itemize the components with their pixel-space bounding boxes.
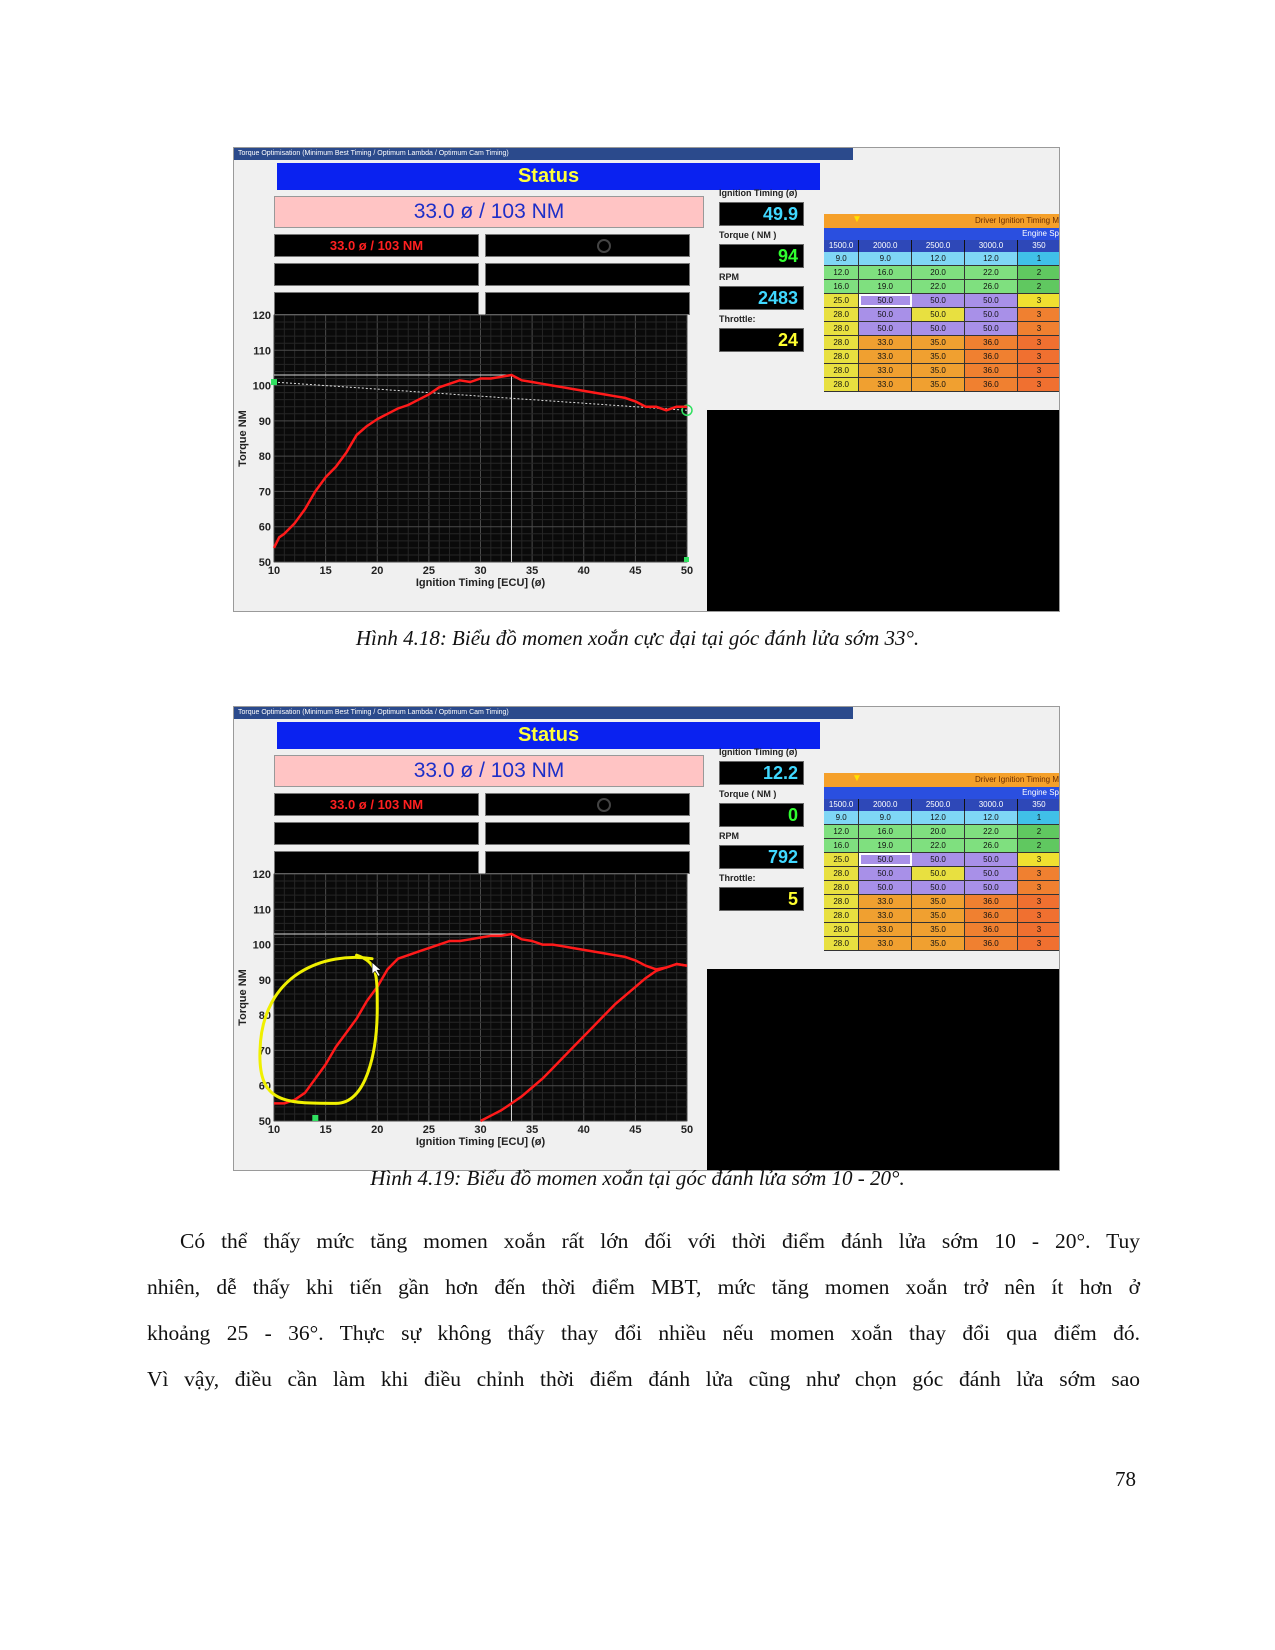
y-tick-label: 50 <box>258 1116 271 1128</box>
x-tick-label: 25 <box>422 565 435 577</box>
table-cell[interactable]: 36.0 <box>965 378 1018 391</box>
table-cell[interactable]: 50.0 <box>859 322 912 335</box>
torque-chart <box>234 707 707 1171</box>
table-cell[interactable]: 35.0 <box>912 909 965 922</box>
table-cell[interactable]: 22.0 <box>965 266 1018 279</box>
table-header-cell: 2500.0 <box>912 799 965 811</box>
table-cell[interactable]: 28.0 <box>824 364 859 377</box>
table-row <box>824 322 1060 336</box>
throttle-label: Throttle: <box>719 314 756 324</box>
y-tick-label: 90 <box>258 974 271 987</box>
y-tick-label: 50 <box>258 557 271 569</box>
table-cell[interactable]: 12.0 <box>912 811 965 824</box>
table-header <box>824 799 1060 811</box>
table-cell[interactable]: 2 <box>1018 839 1060 852</box>
y-tick-label: 120 <box>252 869 271 881</box>
table-cell[interactable]: 25.0 <box>824 294 859 307</box>
table-row <box>824 336 1060 350</box>
table-header-cell: 2500.0 <box>912 240 965 252</box>
marker-icon: ▼ <box>852 773 862 784</box>
table-header-cell: 2000.0 <box>859 799 912 811</box>
table-cell[interactable]: 50.0 <box>965 294 1018 307</box>
table-cell[interactable]: 16.0 <box>824 280 859 293</box>
x-tick-label: 50 <box>680 1124 694 1136</box>
x-tick-label: 45 <box>629 565 642 577</box>
table-cell[interactable]: 33.0 <box>859 364 912 377</box>
table-row <box>824 909 1060 923</box>
table-row <box>824 825 1060 839</box>
x-tick-label: 35 <box>526 1124 539 1136</box>
table-cell[interactable]: 28.0 <box>824 895 859 908</box>
table-cell[interactable]: 50.0 <box>859 867 912 880</box>
throttle-label: Throttle: <box>719 873 756 883</box>
table-cell[interactable]: 9.0 <box>859 252 912 265</box>
ignition-map-table <box>824 773 1060 951</box>
blank-video-pane <box>707 410 1060 612</box>
table-cell[interactable]: 36.0 <box>965 937 1018 950</box>
table-row <box>824 252 1060 266</box>
y-tick-label: 110 <box>253 904 271 917</box>
summary-readout: 33.0 ø / 103 NM <box>274 196 704 228</box>
table-cell[interactable]: 28.0 <box>824 308 859 321</box>
table-cell[interactable]: 3 <box>1018 308 1060 321</box>
table-cell[interactable]: 36.0 <box>965 336 1018 349</box>
table-row <box>824 881 1060 895</box>
x-tick-label: 25 <box>422 1124 435 1136</box>
table-cell[interactable]: 28.0 <box>824 867 859 880</box>
table-cell[interactable]: 33.0 <box>859 378 912 391</box>
table-cell[interactable]: 50.0 <box>859 853 912 866</box>
table-cell[interactable]: 12.0 <box>965 252 1018 265</box>
table-cell[interactable]: 28.0 <box>824 378 859 391</box>
rpm-label: RPM <box>719 831 739 841</box>
figure-2-screenshot <box>233 706 1060 1171</box>
table-cell[interactable]: 36.0 <box>965 364 1018 377</box>
table-cell[interactable]: 36.0 <box>965 350 1018 363</box>
table-cell[interactable]: 3 <box>1018 923 1060 936</box>
table-row <box>824 811 1060 825</box>
table-cell[interactable]: 22.0 <box>912 839 965 852</box>
body-paragraph-line: nhiên, dễ thấy khi tiến gần hơn đến thời điểm MBT, mức tăng momen xoắn trở nên ít hơn ở <box>147 1275 1140 1299</box>
cursor-marker <box>684 557 689 562</box>
figure-caption: Hình 4.18: Biểu đồ momen xoắn cực đại tại góc đánh lửa sớm 33°. <box>355 626 920 650</box>
table-cell[interactable]: 3 <box>1018 895 1060 908</box>
table-header-cell: 1500.0 <box>824 240 859 252</box>
table-cell[interactable]: 50.0 <box>965 322 1018 335</box>
x-tick-label: 40 <box>577 1124 590 1136</box>
table-row <box>824 853 1060 867</box>
table-cell[interactable]: 1 <box>1018 811 1060 824</box>
table-cell[interactable]: 50.0 <box>859 294 912 307</box>
table-cell[interactable]: 50.0 <box>965 308 1018 321</box>
table-cell[interactable]: 19.0 <box>859 280 912 293</box>
table-cell[interactable]: 33.0 <box>859 336 912 349</box>
y-tick-label: 70 <box>258 1045 271 1058</box>
table-cell[interactable]: 50.0 <box>912 322 965 335</box>
table-cell[interactable]: 3 <box>1018 336 1060 349</box>
table-cell[interactable]: 20.0 <box>912 825 965 838</box>
table-cell[interactable]: 28.0 <box>824 336 859 349</box>
table-cell[interactable]: 35.0 <box>912 923 965 936</box>
x-tick-label: 10 <box>267 1124 281 1136</box>
table-header-cell: 3000.0 <box>965 240 1018 252</box>
x-tick-label: 30 <box>474 1124 487 1136</box>
table-subtitle: Engine Sp <box>824 787 1060 799</box>
body-paragraph-line: Có thể thấy mức tăng momen xoắn rất lớn đối với thời điểm đánh lửa sớm 10 - 20°. Tuy <box>180 1229 1140 1253</box>
sub-status-box: 33.0 ø / 103 NM <box>274 234 479 257</box>
table-row <box>824 308 1060 322</box>
x-tick-label: 30 <box>474 565 487 577</box>
window-titlebar: Torque Optimisation (Minimum Best Timing / Optimum Lambda / Optimum Cam Timing) <box>234 707 853 719</box>
torque-label: Torque ( NM ) <box>719 230 777 240</box>
table-cell[interactable]: 35.0 <box>912 937 965 950</box>
table-cell[interactable]: 50.0 <box>912 881 965 894</box>
x-tick-label: 35 <box>526 565 539 577</box>
status-banner: Status <box>277 163 820 190</box>
table-row <box>824 923 1060 937</box>
x-tick-label: 20 <box>371 565 384 577</box>
y-tick-label: 100 <box>252 939 271 952</box>
y-tick-label: 60 <box>258 521 271 534</box>
table-cell[interactable]: 35.0 <box>912 895 965 908</box>
table-cell[interactable]: 33.0 <box>859 909 912 922</box>
table-cell[interactable]: 3 <box>1018 322 1060 335</box>
x-tick-label: 45 <box>629 1124 642 1136</box>
x-axis-label: Ignition Timing [ECU] (ø) <box>415 1136 546 1148</box>
table-cell[interactable]: 28.0 <box>824 937 859 950</box>
table-cell[interactable]: 36.0 <box>965 895 1018 908</box>
table-cell[interactable]: 33.0 <box>859 937 912 950</box>
body-paragraph-line: Vì vậy, điều cần làm khi điều chỉnh thời điểm đánh lửa cũng như chọn góc đánh lửa sớm sao <box>147 1367 1140 1391</box>
ignition-timing-label: Ignition Timing (ø) <box>719 747 798 757</box>
y-tick-label: 120 <box>252 310 271 322</box>
table-row <box>824 364 1060 378</box>
table-cell[interactable]: 3 <box>1018 867 1060 880</box>
x-tick-label: 40 <box>577 565 590 577</box>
table-cell[interactable]: 28.0 <box>824 909 859 922</box>
table-header-cell: 350 <box>1018 799 1060 811</box>
table-cell[interactable]: 50.0 <box>912 308 965 321</box>
table-cell[interactable]: 3 <box>1018 881 1060 894</box>
sub-status-box: 33.0 ø / 103 NM <box>274 793 479 816</box>
table-cell[interactable]: 1 <box>1018 252 1060 265</box>
table-cell[interactable]: 16.0 <box>859 825 912 838</box>
table-cell[interactable]: 50.0 <box>912 853 965 866</box>
table-cell[interactable]: 3 <box>1018 853 1060 866</box>
start-marker <box>271 379 277 385</box>
table-cell[interactable]: 9.0 <box>859 811 912 824</box>
table-cell[interactable]: 22.0 <box>965 825 1018 838</box>
blank-video-pane <box>707 969 1060 1171</box>
table-cell[interactable]: 36.0 <box>965 923 1018 936</box>
table-cell[interactable]: 50.0 <box>859 308 912 321</box>
table-header-cell: 2000.0 <box>859 240 912 252</box>
table-cell[interactable]: 16.0 <box>859 266 912 279</box>
status-banner: Status <box>277 722 820 749</box>
table-header <box>824 240 1060 252</box>
torque-value: 0 <box>719 803 804 827</box>
x-axis-label: Ignition Timing [ECU] (ø) <box>415 577 546 589</box>
y-axis-label: Torque NM <box>237 410 249 467</box>
table-cell[interactable]: 12.0 <box>965 811 1018 824</box>
table-cell[interactable]: 28.0 <box>824 350 859 363</box>
table-row <box>824 378 1060 392</box>
y-tick-label: 80 <box>258 451 271 464</box>
table-title: Driver Ignition Timing M ▼ <box>824 214 1060 228</box>
table-row <box>824 266 1060 280</box>
table-cell[interactable]: 16.0 <box>824 839 859 852</box>
ignition-timing-label: Ignition Timing (ø) <box>719 188 798 198</box>
x-tick-label: 15 <box>319 1124 332 1136</box>
table-cell[interactable]: 33.0 <box>859 923 912 936</box>
page-number: 78 <box>1115 1467 1136 1491</box>
y-tick-label: 80 <box>258 1010 271 1023</box>
table-cell[interactable]: 50.0 <box>965 881 1018 894</box>
torque-value: 94 <box>719 244 804 268</box>
table-cell[interactable]: 33.0 <box>859 350 912 363</box>
body-paragraph-line: khoảng 25 - 36°. Thực sự không thấy thay đổi nhiều nếu momen xoắn thay đổi qua điểm đó. <box>147 1321 1140 1345</box>
table-row <box>824 839 1060 853</box>
table-cell[interactable]: 35.0 <box>912 350 965 363</box>
table-title: Driver Ignition Timing M ▼ <box>824 773 1060 787</box>
table-row <box>824 350 1060 364</box>
rpm-value: 792 <box>719 845 804 869</box>
table-cell[interactable]: 3 <box>1018 378 1060 391</box>
table-cell[interactable]: 33.0 <box>859 895 912 908</box>
table-cell[interactable]: 50.0 <box>859 881 912 894</box>
table-cell[interactable]: 50.0 <box>912 867 965 880</box>
table-cell[interactable]: 12.0 <box>824 266 859 279</box>
table-cell[interactable]: 50.0 <box>965 867 1018 880</box>
y-tick-label: 70 <box>258 486 271 499</box>
table-cell[interactable]: 3 <box>1018 909 1060 922</box>
table-cell[interactable]: 28.0 <box>824 881 859 894</box>
table-cell[interactable]: 3 <box>1018 364 1060 377</box>
y-tick-label: 110 <box>253 345 271 358</box>
y-tick-label: 100 <box>252 380 271 393</box>
table-cell[interactable]: 9.0 <box>824 811 859 824</box>
table-cell[interactable]: 12.0 <box>824 825 859 838</box>
table-cell[interactable]: 3 <box>1018 294 1060 307</box>
table-cell[interactable]: 9.0 <box>824 252 859 265</box>
table-row <box>824 294 1060 308</box>
x-tick-label: 20 <box>371 1124 384 1136</box>
cursor-marker <box>312 1115 318 1121</box>
table-row <box>824 280 1060 294</box>
x-tick-label: 15 <box>319 565 332 577</box>
table-cell[interactable]: 26.0 <box>965 280 1018 293</box>
table-cell[interactable]: 20.0 <box>912 266 965 279</box>
y-axis-label: Torque NM <box>237 969 249 1026</box>
table-cell[interactable]: 35.0 <box>912 378 965 391</box>
table-cell[interactable]: 50.0 <box>912 294 965 307</box>
table-cell[interactable]: 26.0 <box>965 839 1018 852</box>
table-cell[interactable]: 50.0 <box>965 853 1018 866</box>
torque-chart <box>234 148 707 612</box>
table-cell[interactable]: 22.0 <box>912 280 965 293</box>
table-cell[interactable]: 36.0 <box>965 909 1018 922</box>
figure-caption: Hình 4.19: Biểu đồ momen xoắn tại góc đánh lửa sớm 10 - 20°. <box>370 1166 905 1190</box>
figure-1-screenshot <box>233 147 1060 612</box>
ignition-timing-value: 49.9 <box>719 202 804 226</box>
table-row <box>824 895 1060 909</box>
ignition-map-table <box>824 214 1060 392</box>
table-cell[interactable]: 2 <box>1018 825 1060 838</box>
table-row <box>824 937 1060 951</box>
table-cell[interactable]: 2 <box>1018 280 1060 293</box>
ignition-timing-value: 12.2 <box>719 761 804 785</box>
marker-icon: ▼ <box>852 214 862 225</box>
y-tick-label: 90 <box>258 415 271 428</box>
rpm-label: RPM <box>719 272 739 282</box>
table-cell[interactable]: 19.0 <box>859 839 912 852</box>
x-tick-label: 50 <box>680 565 694 577</box>
torque-label: Torque ( NM ) <box>719 789 777 799</box>
throttle-value: 24 <box>719 328 804 352</box>
table-cell[interactable]: 3 <box>1018 937 1060 950</box>
table-cell[interactable]: 35.0 <box>912 364 965 377</box>
table-cell[interactable]: 28.0 <box>824 322 859 335</box>
x-tick-label: 10 <box>267 565 281 577</box>
table-cell[interactable]: 25.0 <box>824 853 859 866</box>
table-cell[interactable]: 3 <box>1018 350 1060 363</box>
window-titlebar: Torque Optimisation (Minimum Best Timing / Optimum Lambda / Optimum Cam Timing) <box>234 148 853 160</box>
rpm-value: 2483 <box>719 286 804 310</box>
table-cell[interactable]: 28.0 <box>824 923 859 936</box>
table-cell[interactable]: 2 <box>1018 266 1060 279</box>
summary-readout: 33.0 ø / 103 NM <box>274 755 704 787</box>
table-header-cell: 1500.0 <box>824 799 859 811</box>
throttle-value: 5 <box>719 887 804 911</box>
y-tick-label: 60 <box>258 1080 271 1093</box>
table-subtitle: Engine Sp <box>824 228 1060 240</box>
table-cell[interactable]: 12.0 <box>912 252 965 265</box>
table-row <box>824 867 1060 881</box>
table-header-cell: 350 <box>1018 240 1060 252</box>
table-cell[interactable]: 35.0 <box>912 336 965 349</box>
table-header-cell: 3000.0 <box>965 799 1018 811</box>
